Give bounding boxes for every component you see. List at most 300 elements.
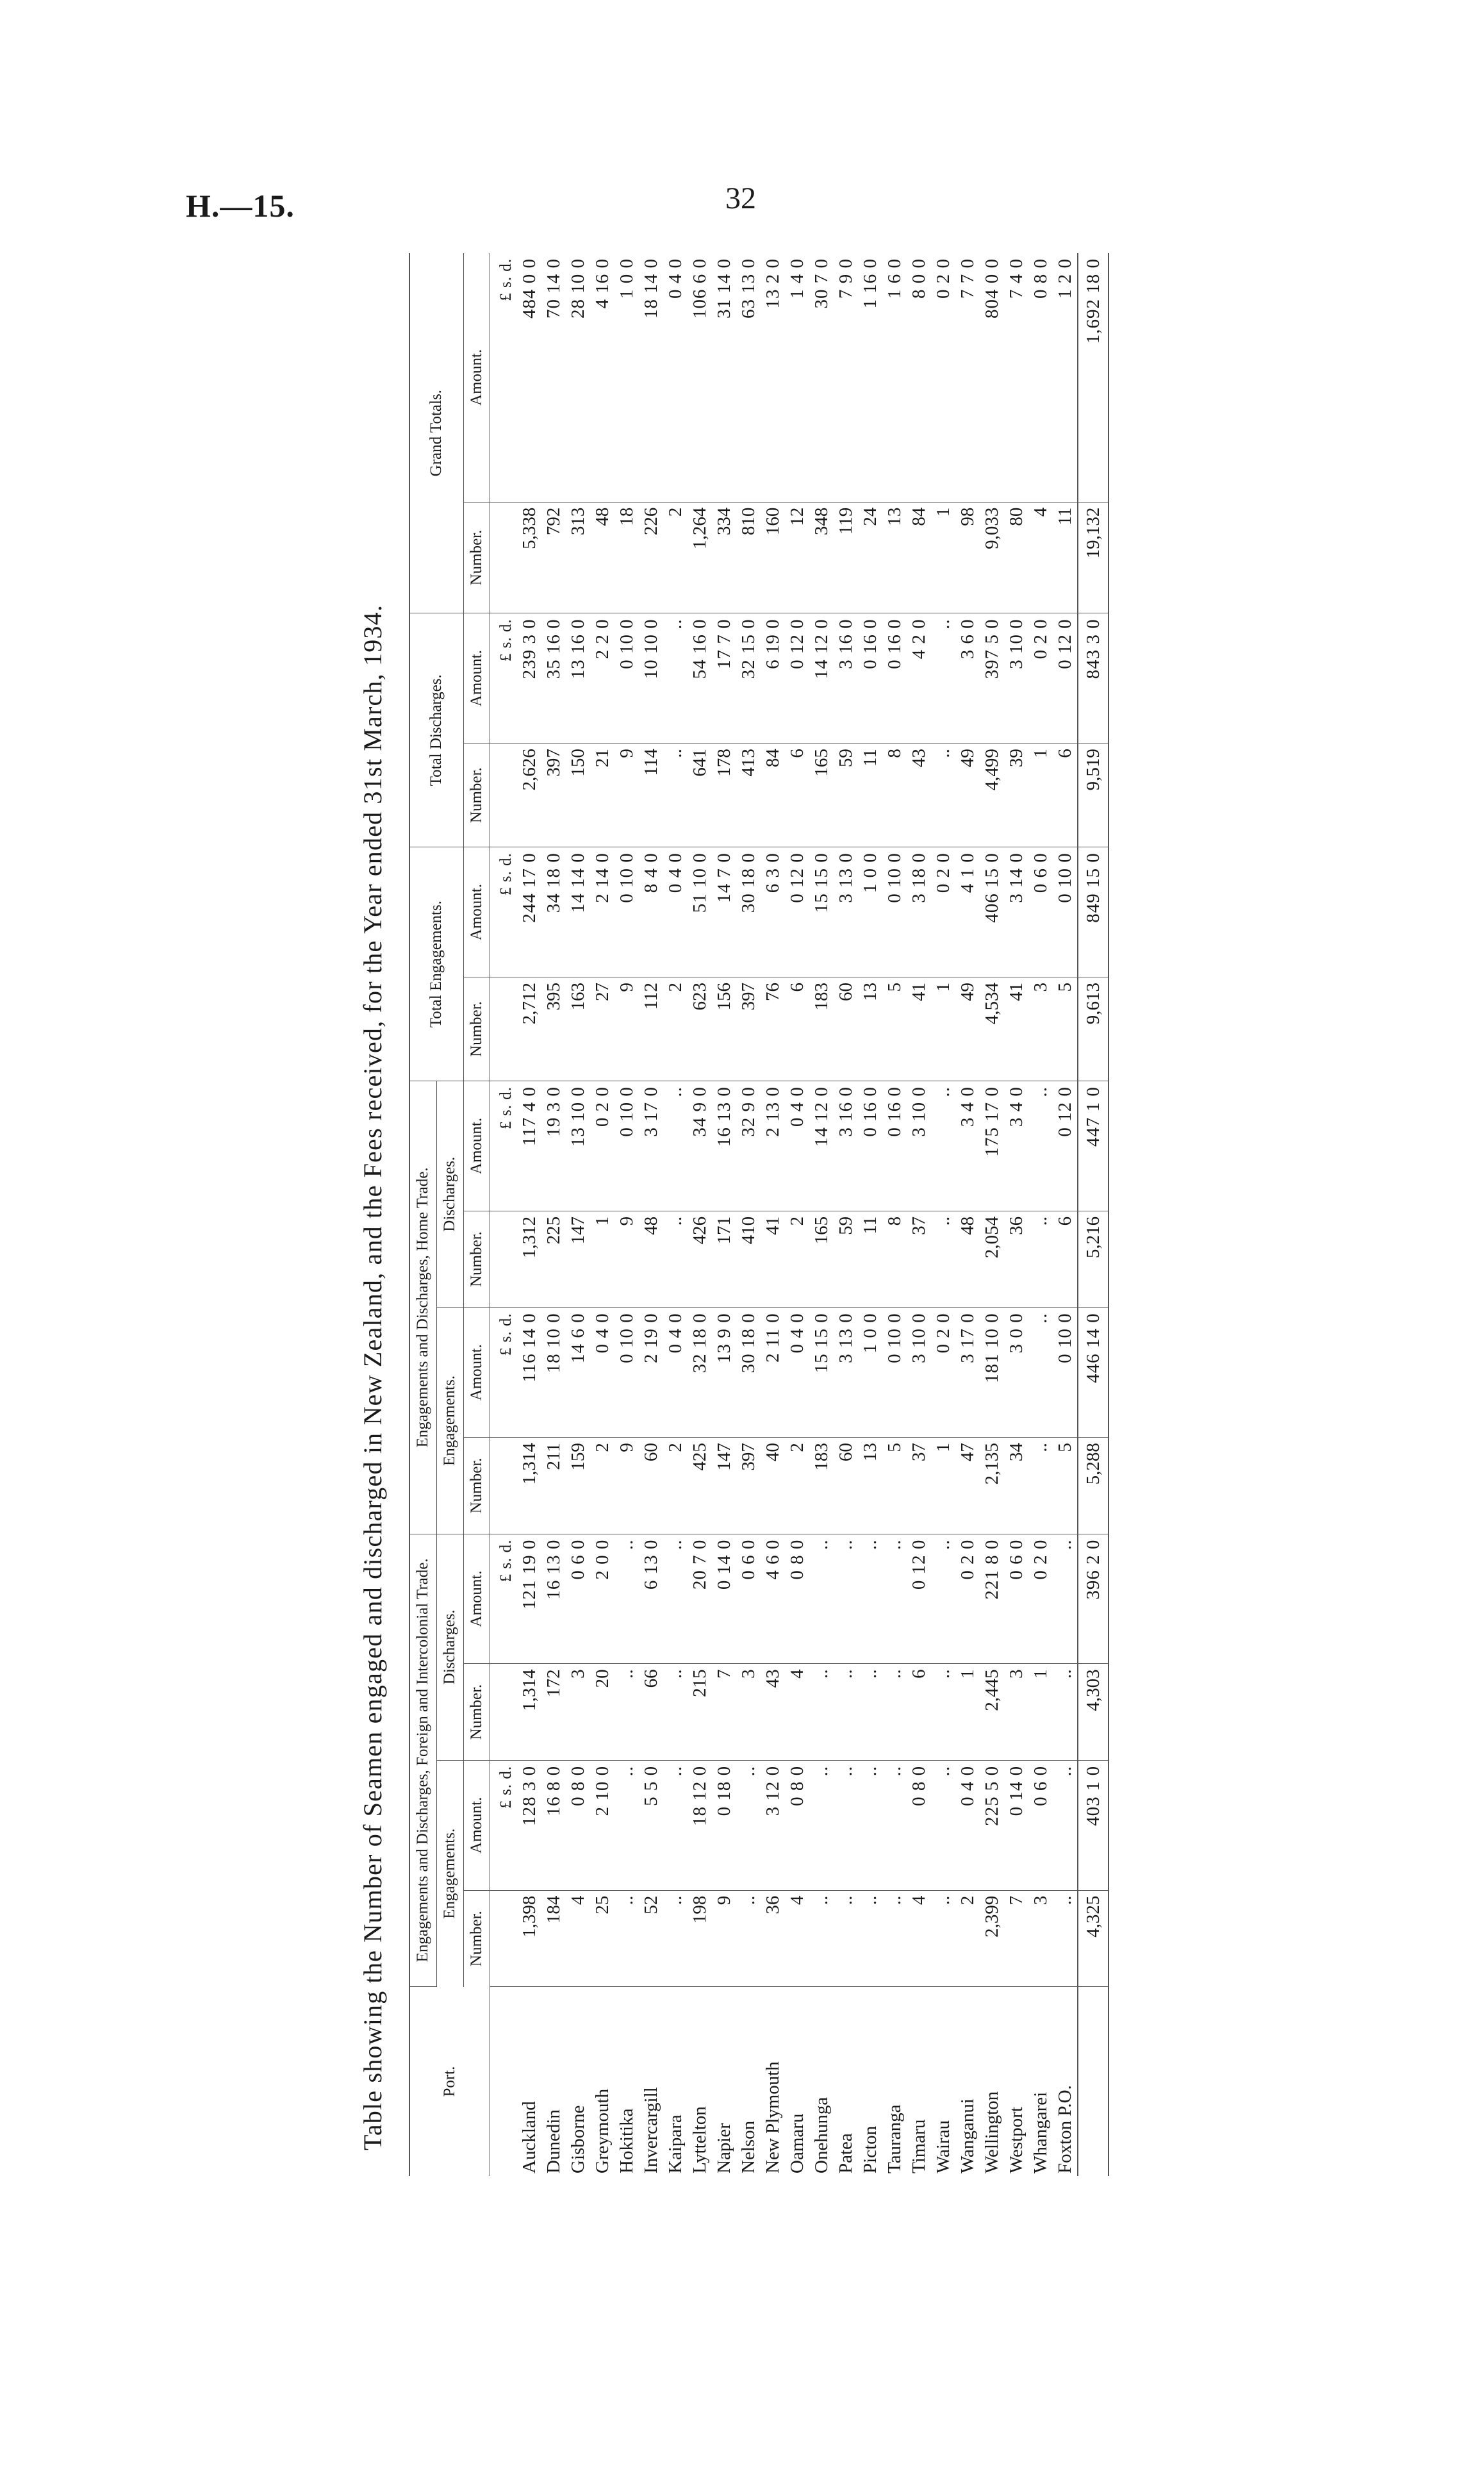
foreign-discharges-number: 1,314 bbox=[517, 1664, 541, 1761]
table-row bbox=[785, 253, 809, 2176]
home-discharges-number: .. bbox=[931, 1211, 955, 1308]
foreign-discharges-number: 4 bbox=[785, 1664, 809, 1761]
total-engagements-amount: 3 14 0 bbox=[1004, 847, 1028, 977]
home-discharges-number: 48 bbox=[639, 1211, 663, 1308]
home-discharges-amount: 13 10 0 bbox=[566, 1081, 590, 1211]
total-engagements-number: 6 bbox=[785, 977, 809, 1081]
foreign-engagements-amount: .. bbox=[809, 1760, 834, 1890]
total-total-engagements-amount: 849 15 0 bbox=[1078, 847, 1109, 977]
total-discharges-number: 178 bbox=[712, 743, 736, 847]
foreign-discharges-number: 3 bbox=[566, 1664, 590, 1761]
grand-total-number: 4 bbox=[1028, 502, 1053, 613]
total-engagements-amount: 6 3 0 bbox=[761, 847, 785, 977]
foreign-discharges-amount: 0 6 0 bbox=[736, 1534, 761, 1664]
grand-total-number: 334 bbox=[712, 502, 736, 613]
home-engagements-number: 13 bbox=[858, 1438, 882, 1534]
header-group-home: Engagements and Discharges, Home Trade. bbox=[409, 1081, 436, 1534]
port-name: Nelson bbox=[738, 2120, 759, 2173]
grand-total-amount: 0 8 0 bbox=[1028, 253, 1053, 502]
home-engagements-amount: 3 13 0 bbox=[834, 1308, 858, 1438]
port-name: Whangarei bbox=[1030, 2091, 1051, 2173]
foreign-engagements-number: 36 bbox=[761, 1890, 785, 1987]
home-discharges-amount: 0 16 0 bbox=[858, 1081, 882, 1211]
grand-total-number: 18 bbox=[614, 502, 639, 613]
header-total-discharges: Total Discharges. bbox=[409, 613, 463, 847]
grand-total-number: 313 bbox=[566, 502, 590, 613]
header-number: Number. bbox=[463, 1438, 490, 1534]
total-engagements-amount: 406 15 0 bbox=[980, 847, 1004, 977]
foreign-engagements-amount: 0 4 0 bbox=[955, 1760, 980, 1890]
home-discharges-amount: .. bbox=[1028, 1081, 1053, 1211]
foreign-discharges-number: .. bbox=[858, 1664, 882, 1761]
foreign-discharges-amount: .. bbox=[809, 1534, 834, 1664]
total-engagements-amount: 0 2 0 bbox=[931, 847, 955, 977]
home-engagements-amount: 0 10 0 bbox=[614, 1308, 639, 1438]
foreign-engagements-number: 184 bbox=[541, 1890, 566, 1987]
table-row bbox=[931, 253, 955, 2176]
total-engagements-number: 397 bbox=[736, 977, 761, 1081]
home-engagements-amount: 3 10 0 bbox=[907, 1308, 931, 1438]
total-engagements-amount: 0 12 0 bbox=[785, 847, 809, 977]
header-number: Number. bbox=[463, 1664, 490, 1761]
table-row bbox=[955, 253, 980, 2176]
home-engagements-number: 60 bbox=[639, 1438, 663, 1534]
total-engagements-number: 49 bbox=[955, 977, 980, 1081]
home-discharges-number: 37 bbox=[907, 1211, 931, 1308]
foreign-engagements-number: .. bbox=[663, 1890, 688, 1987]
grand-total-amount: 7 7 0 bbox=[955, 253, 980, 502]
header-amount: Amount. bbox=[463, 847, 490, 977]
home-discharges-amount: .. bbox=[663, 1081, 688, 1211]
foreign-engagements-amount: 0 14 0 bbox=[1004, 1760, 1028, 1890]
table-row bbox=[517, 253, 541, 2176]
total-home-engagements-amount: 446 14 0 bbox=[1078, 1308, 1109, 1438]
grand-total-amount: 13 2 0 bbox=[761, 253, 785, 502]
total-grand-total-number: 19,132 bbox=[1078, 502, 1109, 613]
foreign-engagements-amount: 3 12 0 bbox=[761, 1760, 785, 1890]
grand-total-number: 98 bbox=[955, 502, 980, 613]
total-discharges-amount: 0 12 0 bbox=[785, 613, 809, 743]
header-amount: Amount. bbox=[463, 1760, 490, 1890]
total-discharges-amount: 3 6 0 bbox=[955, 613, 980, 743]
home-discharges-amount: 0 4 0 bbox=[785, 1081, 809, 1211]
grand-total-number: 810 bbox=[736, 502, 761, 613]
foreign-discharges-amount: 0 14 0 bbox=[712, 1534, 736, 1664]
home-engagements-number: 5 bbox=[1053, 1438, 1078, 1534]
total-discharges-number: 641 bbox=[688, 743, 712, 847]
foreign-discharges-number: .. bbox=[809, 1664, 834, 1761]
foreign-engagements-amount: 0 8 0 bbox=[785, 1760, 809, 1890]
total-discharges-number: .. bbox=[931, 743, 955, 847]
foreign-engagements-number: .. bbox=[858, 1890, 882, 1987]
home-discharges-number: 8 bbox=[882, 1211, 907, 1308]
total-discharges-number: 59 bbox=[834, 743, 858, 847]
grand-total-number: 48 bbox=[590, 502, 614, 613]
home-engagements-amount: 14 6 0 bbox=[566, 1308, 590, 1438]
total-engagements-amount: 15 15 0 bbox=[809, 847, 834, 977]
grand-total-amount: 0 4 0 bbox=[663, 253, 688, 502]
total-discharges-number: 150 bbox=[566, 743, 590, 847]
home-engagements-number: .. bbox=[1028, 1438, 1053, 1534]
foreign-discharges-number: .. bbox=[882, 1664, 907, 1761]
home-engagements-number: 2 bbox=[663, 1438, 688, 1534]
total-discharges-amount: 3 16 0 bbox=[834, 613, 858, 743]
total-discharges-amount: 14 12 0 bbox=[809, 613, 834, 743]
foreign-discharges-amount: 121 19 0 bbox=[517, 1534, 541, 1664]
home-engagements-number: 425 bbox=[688, 1438, 712, 1534]
home-discharges-amount: 0 16 0 bbox=[882, 1081, 907, 1211]
home-engagements-amount: 0 4 0 bbox=[663, 1308, 688, 1438]
foreign-engagements-amount: .. bbox=[663, 1760, 688, 1890]
foreign-discharges-amount: .. bbox=[834, 1534, 858, 1664]
foreign-discharges-number: 3 bbox=[1004, 1664, 1028, 1761]
home-engagements-number: 147 bbox=[712, 1438, 736, 1534]
grand-total-amount: 63 13 0 bbox=[736, 253, 761, 502]
currency-units-row bbox=[490, 253, 518, 2176]
currency-units: £ s. d. bbox=[490, 1308, 518, 1438]
home-discharges-number: 36 bbox=[1004, 1211, 1028, 1308]
table-row bbox=[590, 253, 614, 2176]
home-engagements-number: 159 bbox=[566, 1438, 590, 1534]
home-discharges-number: 410 bbox=[736, 1211, 761, 1308]
total-discharges-number: 11 bbox=[858, 743, 882, 847]
total-discharges-amount: 3 10 0 bbox=[1004, 613, 1028, 743]
home-discharges-number: 147 bbox=[566, 1211, 590, 1308]
total-discharges-number: 8 bbox=[882, 743, 907, 847]
port-name: Foxton P.O. bbox=[1054, 2085, 1075, 2173]
foreign-engagements-amount: 0 8 0 bbox=[907, 1760, 931, 1890]
total-foreign-discharges-number: 4,303 bbox=[1078, 1664, 1109, 1761]
home-discharges-number: 225 bbox=[541, 1211, 566, 1308]
foreign-engagements-number: 4 bbox=[907, 1890, 931, 1987]
grand-total-number: 1,264 bbox=[688, 502, 712, 613]
foreign-engagements-amount: 128 3 0 bbox=[517, 1760, 541, 1890]
currency-units: £ s. d. bbox=[490, 1760, 518, 1890]
grand-total-number: 5,338 bbox=[517, 502, 541, 613]
header-home-discharges: Discharges. bbox=[436, 1081, 463, 1308]
total-discharges-number: 43 bbox=[907, 743, 931, 847]
foreign-discharges-number: .. bbox=[931, 1664, 955, 1761]
total-grand-total-amount: 1,692 18 0 bbox=[1078, 253, 1109, 502]
currency-units: £ s. d. bbox=[490, 847, 518, 977]
foreign-discharges-number: 66 bbox=[639, 1664, 663, 1761]
foreign-engagements-amount: 2 10 0 bbox=[590, 1760, 614, 1890]
total-discharges-number: 1 bbox=[1028, 743, 1053, 847]
table-row bbox=[882, 253, 907, 2176]
port-name: Wanganui bbox=[957, 2098, 978, 2173]
home-engagements-amount: 181 10 0 bbox=[980, 1308, 1004, 1438]
home-discharges-amount: 0 10 0 bbox=[614, 1081, 639, 1211]
home-discharges-amount: 3 10 0 bbox=[907, 1081, 931, 1211]
foreign-discharges-number: 20 bbox=[590, 1664, 614, 1761]
home-discharges-amount: 0 2 0 bbox=[590, 1081, 614, 1211]
total-engagements-number: 163 bbox=[566, 977, 590, 1081]
port-name: Tauranga bbox=[884, 2104, 905, 2173]
grand-total-number: 24 bbox=[858, 502, 882, 613]
total-engagements-amount: 0 10 0 bbox=[614, 847, 639, 977]
home-engagements-amount: 30 18 0 bbox=[736, 1308, 761, 1438]
home-discharges-amount: 3 4 0 bbox=[955, 1081, 980, 1211]
grand-total-amount: 31 14 0 bbox=[712, 253, 736, 502]
total-discharges-amount: 4 2 0 bbox=[907, 613, 931, 743]
home-engagements-amount: 32 18 0 bbox=[688, 1308, 712, 1438]
total-foreign-discharges-amount: 396 2 0 bbox=[1078, 1534, 1109, 1664]
home-engagements-number: 34 bbox=[1004, 1438, 1028, 1534]
grand-total-number: 348 bbox=[809, 502, 834, 613]
total-engagements-amount: 34 18 0 bbox=[541, 847, 566, 977]
total-engagements-number: 2 bbox=[663, 977, 688, 1081]
home-discharges-number: 426 bbox=[688, 1211, 712, 1308]
total-discharges-number: 397 bbox=[541, 743, 566, 847]
header-group-foreign: Engagements and Discharges, Foreign and Intercolonial Trade. bbox=[409, 1534, 436, 1987]
foreign-engagements-number: 3 bbox=[1028, 1890, 1053, 1987]
total-discharges-amount: 10 10 0 bbox=[639, 613, 663, 743]
port-name: Timaru bbox=[908, 2119, 929, 2173]
total-discharges-number: 114 bbox=[639, 743, 663, 847]
total-engagements-number: 41 bbox=[1004, 977, 1028, 1081]
header-number: Number. bbox=[463, 977, 490, 1081]
home-engagements-amount: 18 10 0 bbox=[541, 1308, 566, 1438]
grand-total-amount: 1 0 0 bbox=[614, 253, 639, 502]
table-header bbox=[409, 253, 490, 2176]
total-discharges-number: 49 bbox=[955, 743, 980, 847]
home-engagements-amount: 116 14 0 bbox=[517, 1308, 541, 1438]
foreign-engagements-amount: 18 12 0 bbox=[688, 1760, 712, 1890]
grand-total-number: 9,033 bbox=[980, 502, 1004, 613]
foreign-discharges-amount: 6 13 0 bbox=[639, 1534, 663, 1664]
foreign-discharges-amount: 16 13 0 bbox=[541, 1534, 566, 1664]
header-port: Port. bbox=[409, 1987, 490, 2176]
port-name: Wairau bbox=[932, 2120, 953, 2173]
total-discharges-number: 6 bbox=[1053, 743, 1078, 847]
total-engagements-amount: 30 18 0 bbox=[736, 847, 761, 977]
home-discharges-number: 2 bbox=[785, 1211, 809, 1308]
home-engagements-amount: 0 2 0 bbox=[931, 1308, 955, 1438]
home-engagements-number: 397 bbox=[736, 1438, 761, 1534]
home-engagements-number: 211 bbox=[541, 1438, 566, 1534]
foreign-engagements-number: .. bbox=[809, 1890, 834, 1987]
foreign-engagements-amount: .. bbox=[614, 1760, 639, 1890]
foreign-engagements-number: 198 bbox=[688, 1890, 712, 1987]
total-engagements-amount: 14 14 0 bbox=[566, 847, 590, 977]
total-discharges-amount: .. bbox=[931, 613, 955, 743]
foreign-engagements-number: .. bbox=[1053, 1890, 1078, 1987]
total-discharges-number: 39 bbox=[1004, 743, 1028, 847]
grand-total-amount: 1 4 0 bbox=[785, 253, 809, 502]
table-row bbox=[566, 253, 590, 2176]
total-engagements-number: 76 bbox=[761, 977, 785, 1081]
port-name: Lyttelton bbox=[689, 2106, 710, 2173]
port-name: Auckland bbox=[518, 2101, 540, 2173]
home-discharges-number: 165 bbox=[809, 1211, 834, 1308]
home-discharges-number: .. bbox=[663, 1211, 688, 1308]
grand-total-number: 1 bbox=[931, 502, 955, 613]
total-discharges-amount: 397 5 0 bbox=[980, 613, 1004, 743]
total-total-discharges-number: 9,519 bbox=[1078, 743, 1109, 847]
total-engagements-number: 395 bbox=[541, 977, 566, 1081]
total-engagements-number: 1 bbox=[931, 977, 955, 1081]
total-engagements-number: 9 bbox=[614, 977, 639, 1081]
total-engagements-number: 156 bbox=[712, 977, 736, 1081]
total-engagements-number: 2,712 bbox=[517, 977, 541, 1081]
home-engagements-number: 183 bbox=[809, 1438, 834, 1534]
foreign-engagements-amount: .. bbox=[931, 1760, 955, 1890]
foreign-engagements-amount: 0 8 0 bbox=[566, 1760, 590, 1890]
foreign-engagements-number: .. bbox=[882, 1890, 907, 1987]
home-discharges-amount: 117 4 0 bbox=[517, 1081, 541, 1211]
foreign-engagements-number: .. bbox=[614, 1890, 639, 1987]
foreign-discharges-amount: 0 12 0 bbox=[907, 1534, 931, 1664]
table-row bbox=[809, 253, 834, 2176]
home-engagements-number: 5 bbox=[882, 1438, 907, 1534]
total-discharges-amount: 239 3 0 bbox=[517, 613, 541, 743]
port-name: Oamaru bbox=[786, 2113, 807, 2173]
header-amount: Amount. bbox=[463, 613, 490, 743]
home-engagements-amount: 13 9 0 bbox=[712, 1308, 736, 1438]
port-name: Invercargill bbox=[640, 2087, 661, 2173]
total-discharges-number: 4,499 bbox=[980, 743, 1004, 847]
total-engagements-number: 13 bbox=[858, 977, 882, 1081]
foreign-engagements-amount: 16 8 0 bbox=[541, 1760, 566, 1890]
total-discharges-amount: 2 2 0 bbox=[590, 613, 614, 743]
total-engagements-amount: 0 10 0 bbox=[1053, 847, 1078, 977]
foreign-discharges-number: 172 bbox=[541, 1664, 566, 1761]
foreign-discharges-number: 1 bbox=[955, 1664, 980, 1761]
port-name: Hokitika bbox=[616, 2108, 637, 2173]
total-engagements-amount: 0 6 0 bbox=[1028, 847, 1053, 977]
total-discharges-number: 413 bbox=[736, 743, 761, 847]
home-engagements-number: 9 bbox=[614, 1438, 639, 1534]
table-row bbox=[858, 253, 882, 2176]
home-engagements-number: 47 bbox=[955, 1438, 980, 1534]
foreign-discharges-amount: .. bbox=[882, 1534, 907, 1664]
home-discharges-amount: 175 17 0 bbox=[980, 1081, 1004, 1211]
foreign-engagements-number: 2,399 bbox=[980, 1890, 1004, 1987]
total-discharges-number: 9 bbox=[614, 743, 639, 847]
home-engagements-amount: 0 4 0 bbox=[785, 1308, 809, 1438]
foreign-discharges-number: 6 bbox=[907, 1664, 931, 1761]
home-discharges-number: 6 bbox=[1053, 1211, 1078, 1308]
home-engagements-number: 40 bbox=[761, 1438, 785, 1534]
rotated-table-block bbox=[358, 253, 1331, 2176]
foreign-discharges-amount: .. bbox=[663, 1534, 688, 1664]
home-engagements-number: 2,135 bbox=[980, 1438, 1004, 1534]
table-row bbox=[614, 253, 639, 2176]
header-grand-totals: Grand Totals. bbox=[409, 253, 463, 613]
table-title: Table showing the Number of Seamen engaged and discharged in New Zealand, and the Fees received, for the Year ended 31st March, 1934. bbox=[358, 604, 387, 2150]
home-discharges-number: 48 bbox=[955, 1211, 980, 1308]
total-discharges-number: 6 bbox=[785, 743, 809, 847]
grand-total-amount: 1 6 0 bbox=[882, 253, 907, 502]
home-engagements-amount: 0 10 0 bbox=[1053, 1308, 1078, 1438]
header-amount: Amount. bbox=[463, 253, 490, 502]
total-engagements-amount: 3 13 0 bbox=[834, 847, 858, 977]
home-engagements-amount: 3 17 0 bbox=[955, 1308, 980, 1438]
grand-total-amount: 18 14 0 bbox=[639, 253, 663, 502]
foreign-discharges-number: 215 bbox=[688, 1664, 712, 1761]
header-number: Number. bbox=[463, 1211, 490, 1308]
foreign-engagements-number: 7 bbox=[1004, 1890, 1028, 1987]
home-discharges-amount: 0 12 0 bbox=[1053, 1081, 1078, 1211]
total-engagements-amount: 0 10 0 bbox=[882, 847, 907, 977]
table-row bbox=[980, 253, 1004, 2176]
home-discharges-amount: 16 13 0 bbox=[712, 1081, 736, 1211]
total-discharges-amount: 54 16 0 bbox=[688, 613, 712, 743]
foreign-engagements-number: .. bbox=[736, 1890, 761, 1987]
foreign-discharges-amount: 2 0 0 bbox=[590, 1534, 614, 1664]
grand-total-amount: 30 7 0 bbox=[809, 253, 834, 502]
total-engagements-amount: 0 4 0 bbox=[663, 847, 688, 977]
home-engagements-amount: 3 0 0 bbox=[1004, 1308, 1028, 1438]
grand-total-amount: 484 0 0 bbox=[517, 253, 541, 502]
foreign-discharges-amount: .. bbox=[614, 1534, 639, 1664]
home-engagements-number: 37 bbox=[907, 1438, 931, 1534]
grand-total-number: 13 bbox=[882, 502, 907, 613]
port-name: Wellington bbox=[981, 2091, 1002, 2173]
grand-total-amount: 7 4 0 bbox=[1004, 253, 1028, 502]
grand-total-number: 11 bbox=[1053, 502, 1078, 613]
currency-units: £ s. d. bbox=[490, 253, 518, 502]
foreign-discharges-number: .. bbox=[834, 1664, 858, 1761]
page-reference: H.—15. bbox=[186, 188, 295, 224]
foreign-discharges-amount: 4 6 0 bbox=[761, 1534, 785, 1664]
foreign-engagements-number: .. bbox=[834, 1890, 858, 1987]
total-engagements-amount: 3 18 0 bbox=[907, 847, 931, 977]
total-total-discharges-amount: 843 3 0 bbox=[1078, 613, 1109, 743]
grand-total-amount: 106 6 0 bbox=[688, 253, 712, 502]
port-name: Kaipara bbox=[664, 2114, 686, 2173]
header-home-engagements: Engagements. bbox=[436, 1308, 463, 1534]
foreign-discharges-amount: 0 2 0 bbox=[1028, 1534, 1053, 1664]
home-engagements-amount: 15 15 0 bbox=[809, 1308, 834, 1438]
foreign-discharges-amount: .. bbox=[931, 1534, 955, 1664]
home-engagements-number: 60 bbox=[834, 1438, 858, 1534]
total-discharges-number: 2,626 bbox=[517, 743, 541, 847]
foreign-discharges-amount: 0 8 0 bbox=[785, 1534, 809, 1664]
foreign-discharges-number: 43 bbox=[761, 1664, 785, 1761]
home-engagements-amount: 2 19 0 bbox=[639, 1308, 663, 1438]
foreign-discharges-number: .. bbox=[614, 1664, 639, 1761]
foreign-engagements-number: 9 bbox=[712, 1890, 736, 1987]
header-total-engagements: Total Engagements. bbox=[409, 847, 463, 1081]
foreign-engagements-number: 4 bbox=[785, 1890, 809, 1987]
total-engagements-number: 60 bbox=[834, 977, 858, 1081]
table-row bbox=[761, 253, 785, 2176]
total-engagements-number: 27 bbox=[590, 977, 614, 1081]
grand-total-amount: 70 14 0 bbox=[541, 253, 566, 502]
home-engagements-number: 2 bbox=[785, 1438, 809, 1534]
home-discharges-number: 1,312 bbox=[517, 1211, 541, 1308]
seamen-fees-table bbox=[409, 253, 1109, 2176]
grand-total-number: 226 bbox=[639, 502, 663, 613]
grand-total-amount: 4 16 0 bbox=[590, 253, 614, 502]
foreign-engagements-number: 4 bbox=[566, 1890, 590, 1987]
table-body bbox=[490, 253, 1109, 2176]
table-row bbox=[688, 253, 712, 2176]
foreign-engagements-number: .. bbox=[931, 1890, 955, 1987]
totals-row bbox=[1078, 253, 1109, 2176]
total-engagements-amount: 8 4 0 bbox=[639, 847, 663, 977]
grand-total-number: 792 bbox=[541, 502, 566, 613]
foreign-discharges-number: 1 bbox=[1028, 1664, 1053, 1761]
header-number: Number. bbox=[463, 743, 490, 847]
foreign-discharges-amount: 20 7 0 bbox=[688, 1534, 712, 1664]
foreign-engagements-amount: 0 18 0 bbox=[712, 1760, 736, 1890]
grand-total-number: 160 bbox=[761, 502, 785, 613]
total-engagements-number: 3 bbox=[1028, 977, 1053, 1081]
grand-total-amount: 1 2 0 bbox=[1053, 253, 1078, 502]
total-discharges-amount: 6 19 0 bbox=[761, 613, 785, 743]
